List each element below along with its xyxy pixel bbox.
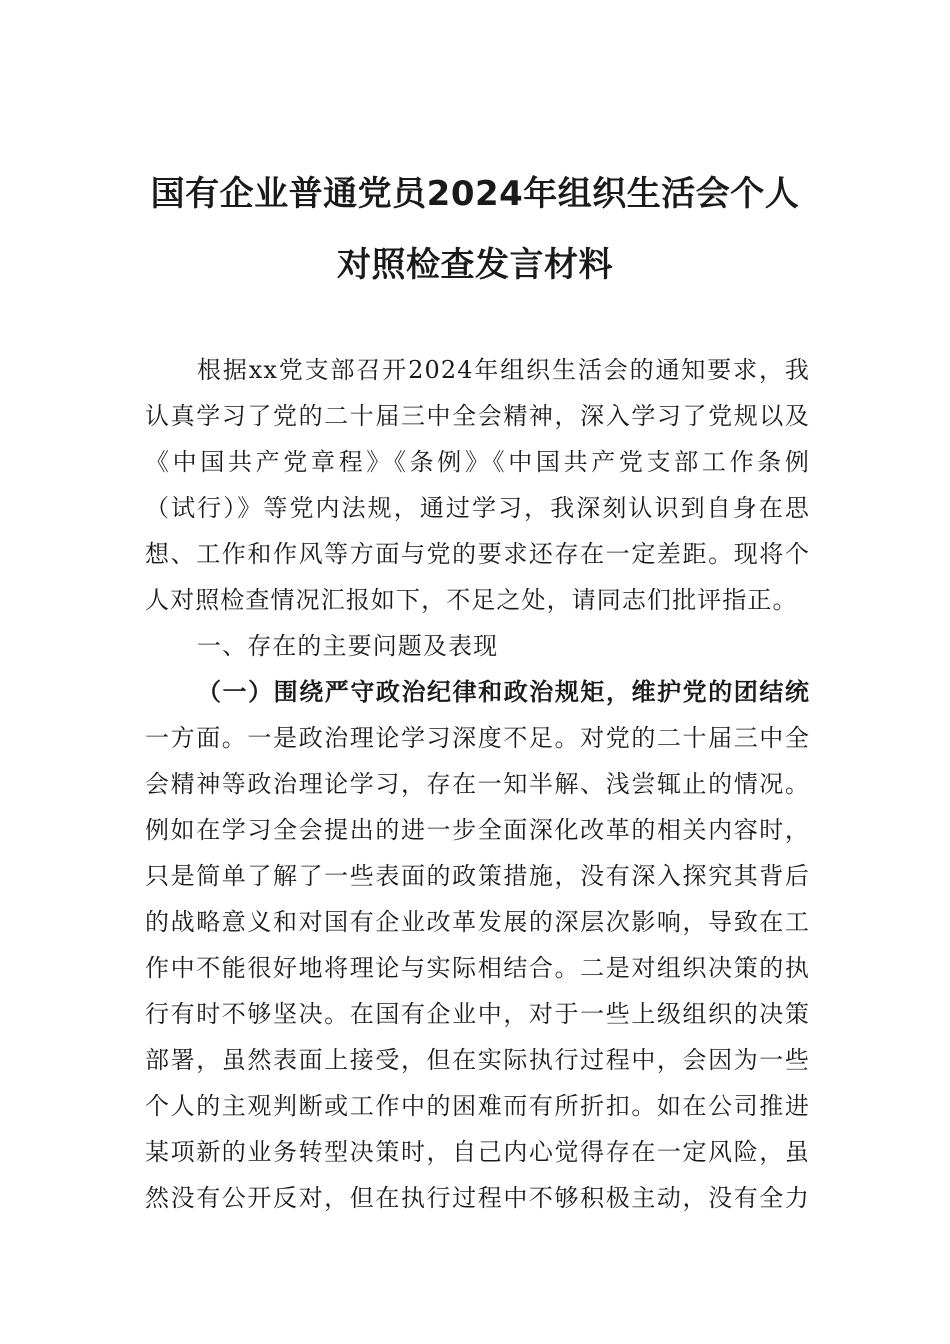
subsection-heading: （一）围绕严守政治纪律和政治规矩，维护党的团结统 <box>197 677 810 706</box>
paragraph-line: 例如在学习全会提出的进一步全面深化改革的相关内容时， <box>145 816 810 844</box>
paragraph-line: 作中不能很好地将理论与实际相结合。二是对组织决策的执 <box>145 954 810 982</box>
paragraph-line: 只是简单了解了一些表面的政策措施，没有深入探究其背后 <box>145 862 810 890</box>
paragraph-line: 根据xx党支部召开2024年组织生活会的通知要求，我 <box>197 356 810 384</box>
paragraph-line: 《中国共产党章程》《条例》《中国共产党支部工作条例 <box>145 448 810 476</box>
paragraph-line: 然没有公开反对，但在执行过程中不够积极主动，没有全力 <box>145 1184 810 1212</box>
paragraph-line: 一方面。一是政治理论学习深度不足。对党的二十届三中全 <box>145 724 810 752</box>
paragraph-line: 会精神等政治理论学习，存在一知半解、浅尝辄止的情况。 <box>145 770 810 798</box>
document-title-line-1: 国有企业普通党员2024年组织生活会个人 <box>150 174 800 214</box>
paragraph-line: 某项新的业务转型决策时，自己内心觉得存在一定风险，虽 <box>145 1138 810 1166</box>
paragraph-line: 的战略意义和对国有企业改革发展的深层次影响，导致在工 <box>145 908 810 936</box>
paragraph-line: 想、工作和作风等方面与党的要求还存在一定差距。现将个 <box>145 540 810 568</box>
paragraph-line: 人对照检查情况汇报如下，不足之处，请同志们批评指正。 <box>145 586 798 614</box>
section-heading: 一、存在的主要问题及表现 <box>197 632 499 660</box>
paragraph-line: 部署，虽然表面上接受，但在实际执行过程中，会因为一些 <box>145 1046 810 1074</box>
paragraph-line: 个人的主观判断或工作中的困难而有所折扣。如在公司推进 <box>145 1092 810 1120</box>
document-body <box>145 347 810 1221</box>
paragraph-line: 行有时不够坚决。在国有企业中，对于一些上级组织的决策 <box>145 1000 810 1028</box>
document-title-line-2: 对照检查发言材料 <box>337 245 613 285</box>
paragraph-line: （试行）》等党内法规，通过学习，我深刻认识到自身在思 <box>145 494 810 522</box>
paragraph-line: 认真学习了党的二十届三中全会精神，深入学习了党规以及 <box>145 402 810 430</box>
